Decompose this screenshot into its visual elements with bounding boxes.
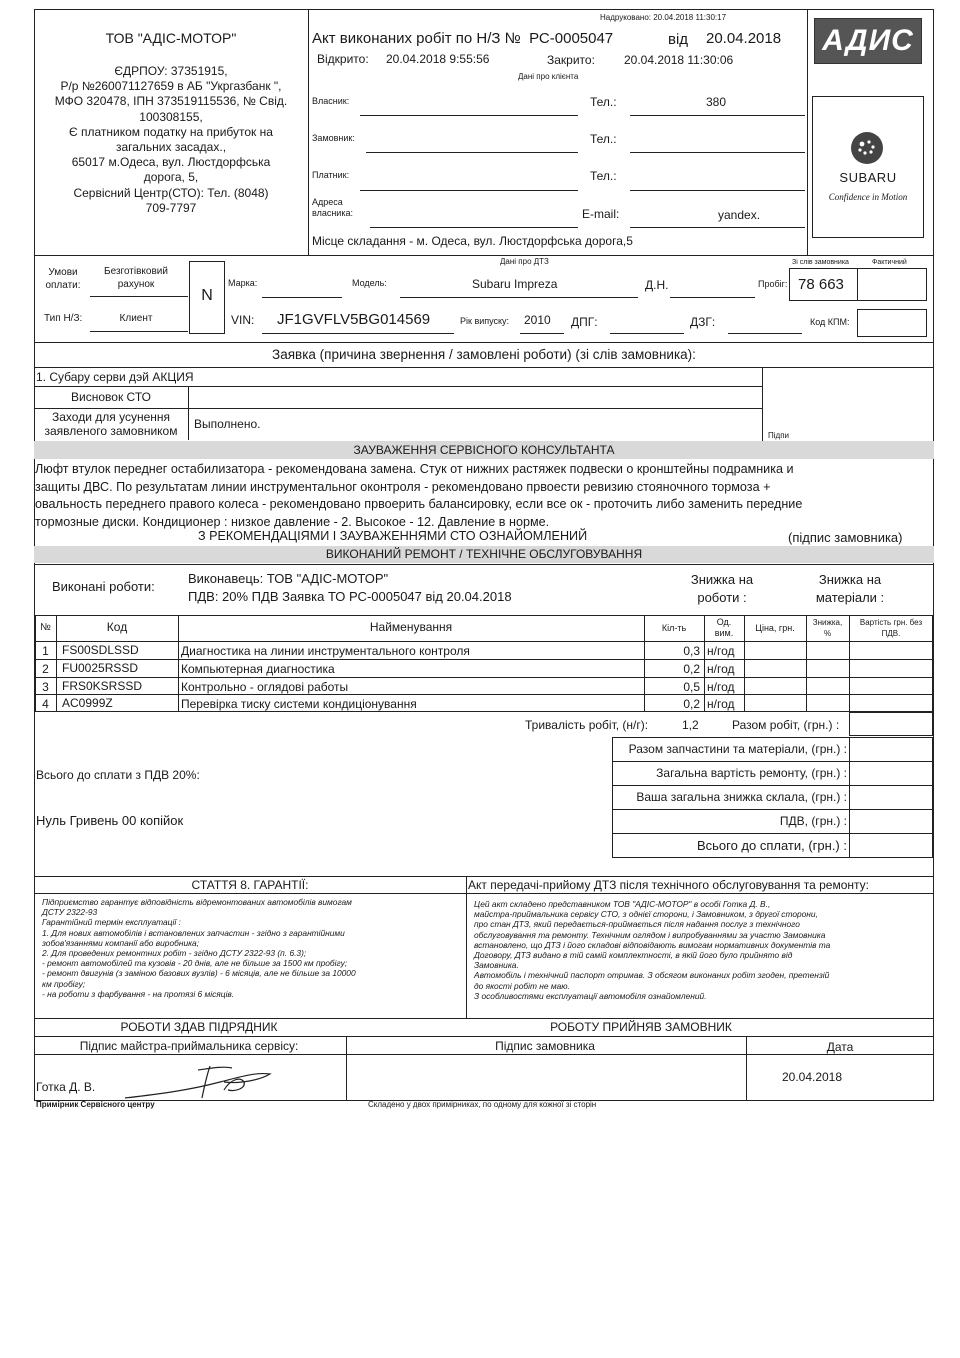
payment-terms-label: Умови оплати:	[45, 267, 81, 291]
col-cost: Вартість грн. без ПДВ.	[859, 618, 923, 638]
email-label: E-mail:	[582, 207, 620, 221]
email-value: yandex.	[718, 208, 761, 222]
subaru-logo-box	[812, 96, 924, 238]
total-in-words: Нуль Гривень 00 копійок	[36, 813, 184, 828]
table-row-name: Компьютерная диагностика	[181, 662, 335, 676]
remarks-title: ЗАУВАЖЕННЯ СЕРВІСНОГО КОНСУЛЬТАНТА	[353, 443, 615, 457]
act-title: Акт виконаних робіт по Н/З № РС-0005047	[312, 30, 614, 47]
mileage-value: 78 663	[798, 276, 844, 293]
duration-label: Тривалість робіт, (н/г):	[525, 718, 649, 732]
request-title: Заявка (причина звернення / замовлені роботи) (зі слів замовника):	[272, 347, 696, 362]
totals-vat: ПДВ, (грн.) :	[779, 814, 847, 828]
subaru-emblem-icon	[851, 132, 883, 164]
act-date: 20.04.2018	[706, 30, 782, 47]
duration-value: 1,2	[682, 718, 699, 732]
totals-to-pay: Всього до сплати, (грн.) :	[696, 838, 847, 853]
table-row-code: AC0999Z	[62, 696, 113, 710]
subaru-text: SUBARU	[839, 170, 897, 185]
totals-repair-cost: Загальна вартість ремонту, (грн.) :	[656, 766, 847, 780]
request-item: 1. Субару серви дэй АКЦИЯ	[36, 370, 194, 384]
model-value: Subaru Impreza	[472, 277, 558, 291]
kpm-box	[857, 309, 927, 337]
dpg-label: ДПГ:	[571, 315, 598, 329]
total-works-label: Разом робіт, (грн.) :	[732, 718, 840, 732]
works-label: Виконані роботи:	[52, 579, 155, 594]
kpm-label: Код КПМ:	[810, 317, 850, 327]
request-sign-small: Підпи	[768, 431, 789, 440]
totals-parts: Разом запчастини та матеріали, (грн.) :	[628, 742, 847, 756]
opened-label: Відкрито:	[317, 52, 369, 66]
model-label: Модель:	[352, 278, 387, 288]
col-price: Ціна, грн.	[755, 623, 795, 633]
table-row-name: Перевірка тиску системи кондиціонування	[181, 697, 417, 711]
table-row-code: FS00SDLSSD	[62, 643, 139, 657]
table-row-number: 3	[42, 680, 49, 694]
table-row-unit: н/год	[707, 680, 735, 694]
measures-label: Заходи для усунення заявленого замовником	[44, 410, 178, 438]
warranty-title: СТАТТЯ 8. ГАРАНТІЇ:	[191, 878, 309, 892]
remarks-agreed: З РЕКОМЕНДАЦІЯМИ І ЗАУВАЖЕННЯМИ СТО ОЗНАЙОМЛЕНИЙ	[198, 529, 588, 543]
subaru-tagline: Confidence in Motion	[828, 192, 908, 202]
col-qty: Кіл-ть	[661, 623, 687, 633]
table-row-name: Диагностика на линии инструментального контроля	[181, 644, 470, 658]
opened-value: 20.04.2018 9:55:56	[386, 52, 490, 66]
place-of-drafting: Місце складання - м. Одеса, вул. Люстдорфська дорога,5	[312, 234, 633, 248]
closed-label: Закрито:	[547, 53, 595, 67]
company-details: ЄДРПОУ: 37351915, Р/р №260071127659 в АБ "Укргазбанк ", МФО 320478, ІПН 373519115536, № Свід. 100308155, Є платником податку на прибуток на загальних засадах., 65017 м.Одеса, вул. Люстдорфська дорога, 5, Сервісний Центр(СТО): Тел. (8048) 709-7797	[54, 64, 288, 215]
mileage-from-words-label: Зі слів замовника	[792, 259, 849, 266]
measures-value: Выполнено.	[194, 417, 261, 431]
closed-value: 20.04.2018 11:30:06	[624, 53, 734, 67]
conclusion-label: Висновок СТО	[71, 390, 151, 404]
date-value: 20.04.2018	[781, 1070, 843, 1084]
n-mark: N	[201, 287, 213, 304]
table-row-qty: 0,2	[683, 662, 700, 676]
table-row-code: FRS0KSRSSD	[62, 679, 143, 693]
table-row-unit: н/год	[707, 644, 735, 658]
total-vat-label: Всього до сплати з ПДВ 20%:	[36, 768, 200, 782]
table-row-number: 4	[42, 697, 49, 711]
transfer-text: Цей акт складено представником ТОВ "АДІС-МОТОР" в особі Готка Д. В., майстра-приймальника сервісу СТО, з однієї сторони, і Замовником, з другої сторони, про стан ДТЗ, який передається-приймається після надання послуг з технічного обслуговування та ремонту. Технічним оглядом і випробуваннями за участю Замовника встановлено, що ДТЗ і його складові відповідають вимогам нормативних документів та Договору, ДТЗ видано в тій самій комплектності, в якій його було прийнято від Замовника. Автомобіль і технічний паспорт отримав. З обсягом виконаних робіт згоден, претензій до якості робіт не маю. З особливостями експлуатації автомобіля ознайомлений.	[474, 899, 831, 1001]
copy-note: Примірник Сервісного центру	[36, 1100, 155, 1109]
table-row-unit: н/год	[707, 662, 735, 676]
total-works-box	[849, 712, 933, 736]
vehicle-section-title: Дані про ДТЗ	[500, 257, 549, 266]
remarks-text: Люфт втулок переднег остабилизатора - рекомендована замена. Стук от нижних растяжек подвески о кронштейны подрамника и защиты ДВС. По результатам линии инструментальног оконтроля - рекомендовано првоести ревизию стояночного тормоза + овальность переднего правого колеса - рекомендовано првоерить балансировку, если все ок - проточить либо заменить передние тормозные диски. Кондиционер : низкое давление - 2. Высокое - 12. Давление в норме.	[35, 462, 803, 529]
discount-materials: Знижка на матеріали :	[815, 572, 885, 605]
warranty-text: Підприємство гарантує відповідність відремонтованих автомобілів вимогам ДСТУ 2322-93 Гарантійний термін експлуатації : 1. Для нових автомобілів і встановлених запчастин - згідно з гарантійними зобов'язаннями компанії або виробника; 2. Для проведених ремонтних робіт - згідно ДСТУ 2322-93 (п. 6.3); - ремонт автомобілей та кузовів - 20 днів, але не більше за 1500 км пробігу; - ремонт двигунів (з заміною базових вузлів) - 6 місяців, але не більше за 10000 км пробігу; - на роботи з фарбування - на протязі 6 місяців.	[42, 897, 356, 999]
payment-terms-value: Безготівковий рахунок	[104, 266, 168, 290]
printed-stamp: Надруковано: 20.04.2018 11:30:17	[600, 13, 727, 22]
customer-phone-label: Тел.:	[590, 132, 617, 146]
table-row-unit: н/год	[707, 697, 735, 711]
table-row-number: 1	[42, 644, 49, 658]
client-section-title: Дані про клієнта	[518, 72, 579, 81]
transfer-title: Акт передачі-прийому ДТЗ після технічного обслуговування та ремонту:	[468, 878, 869, 892]
table-row-qty: 0,2	[683, 697, 700, 711]
master-name: Готка Д. В.	[36, 1080, 96, 1094]
col-code: Код	[106, 620, 128, 634]
two-copies-note: Складено у двох примірниках, по одному для кожної зі сторін	[368, 1100, 597, 1109]
customer-label: Замовник:	[312, 133, 355, 143]
year-label: Рік випуску:	[460, 316, 510, 326]
accepted-title: РОБОТУ ПРИЙНЯВ ЗАМОВНИК	[550, 1020, 732, 1034]
remarks-customer-sign: (підпис замовника)	[788, 530, 903, 545]
order-type-label: Тип Н/З:	[44, 313, 83, 324]
act-number: РС-0005047	[529, 30, 614, 47]
owner-phone-value: 380	[706, 95, 727, 109]
order-type-value: Клиент	[119, 313, 153, 324]
works-executor: Виконавець: ТОВ "АДІС-МОТОР"	[188, 571, 389, 586]
plate-label: Д.Н.	[645, 278, 669, 292]
col-number: №	[40, 622, 51, 633]
master-sign-label: Підпис майстра-приймальника сервісу:	[79, 1039, 299, 1053]
dzg-label: ДЗГ:	[690, 315, 716, 329]
mileage-actual-label: Фактичний	[872, 259, 907, 266]
company-name: ТОВ "АДІС-МОТОР"	[105, 30, 237, 46]
address-label: Адреса власника:	[312, 197, 353, 218]
payer-phone-label: Тел.:	[590, 169, 617, 183]
act-from-label: від	[668, 31, 689, 48]
owner-label: Власник:	[312, 96, 350, 106]
owner-phone-label: Тел.:	[590, 95, 617, 109]
mileage-label: Пробіг:	[758, 279, 788, 289]
customer-sign-label: Підпис замовника	[495, 1039, 595, 1053]
works-section-title: ВИКОНАНИЙ РЕМОНТ / ТЕХНІЧНЕ ОБСЛУГОВУВАННЯ	[325, 547, 643, 561]
totals-discount: Ваша загальна знижка склала, (грн.) :	[636, 790, 847, 804]
table-row-number: 2	[42, 662, 49, 676]
vin-label: VIN:	[231, 313, 255, 327]
col-discount: Знижка, %	[812, 618, 843, 638]
table-row-name: Контрольно - оглядові работы	[181, 680, 349, 694]
discount-works: Знижка на роботи :	[690, 572, 754, 605]
table-row-qty: 0,3	[683, 644, 700, 658]
handed-title: РОБОТИ ЗДАВ ПІДРЯДНИК	[120, 1020, 278, 1034]
adis-logo: АДИС	[814, 18, 922, 64]
date-label: Дата	[826, 1040, 854, 1054]
table-row-code: FU0025RSSD	[62, 661, 139, 675]
col-name: Найменування	[369, 620, 453, 634]
payer-label: Платник:	[312, 170, 350, 180]
year-value: 2010	[524, 313, 551, 327]
works-vat-line: ПДВ: 20% ПДВ Заявка ТО РС-0005047 від 20.04.2018	[188, 589, 512, 604]
make-label: Марка:	[228, 278, 258, 288]
table-row-qty: 0,5	[683, 680, 700, 694]
vin-value: JF1GVFLV5BG014569	[277, 311, 431, 328]
col-unit: Од. вим.	[714, 617, 734, 638]
